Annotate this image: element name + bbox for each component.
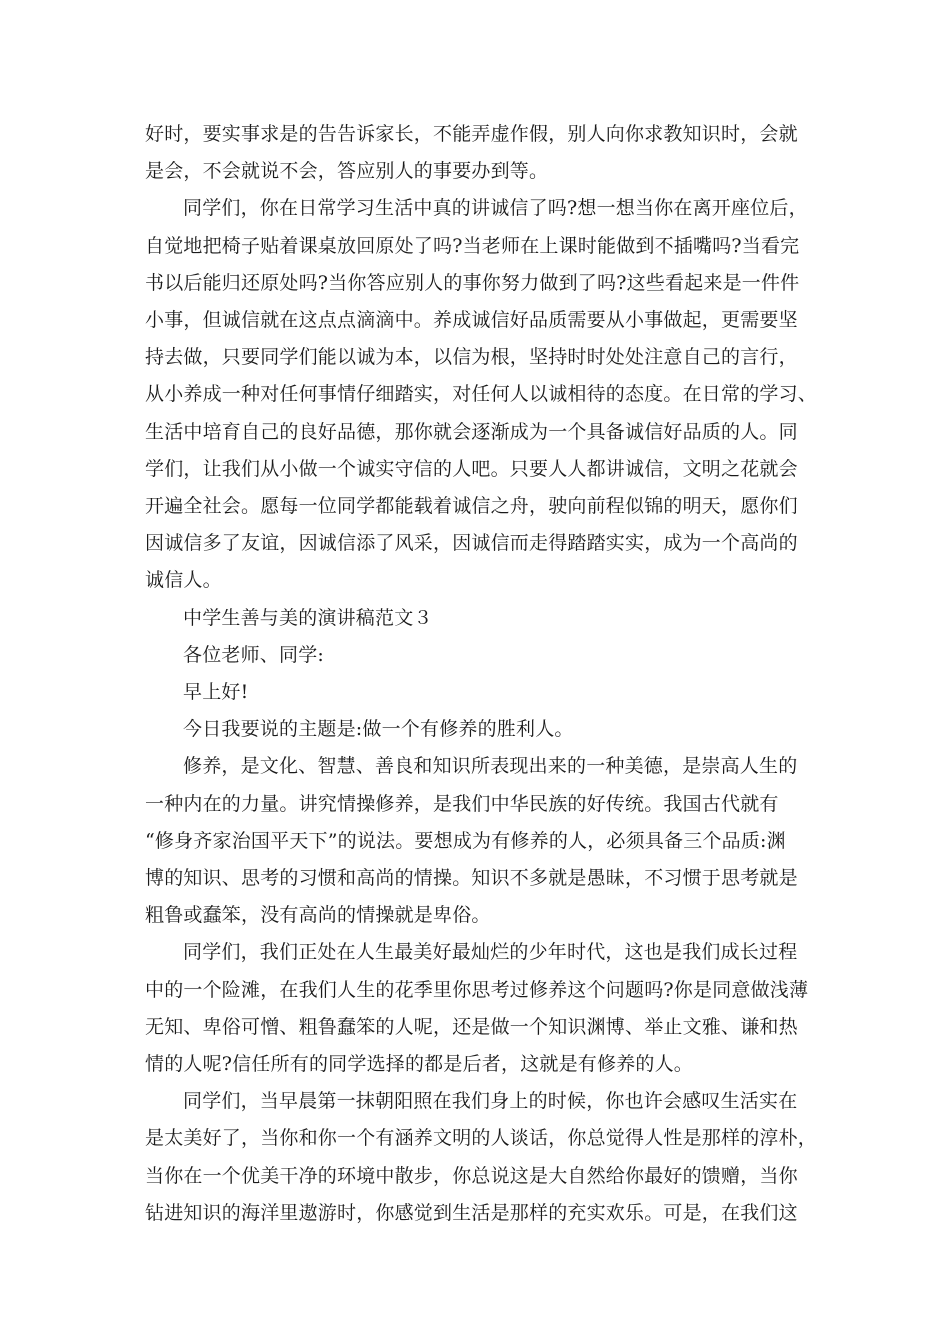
- text-line: 是会，不会就说不会，答应别人的事要办到等。: [145, 160, 549, 183]
- text-line: 同学们，当早晨第一抹朝阳照在我们身上的时候，你也许会感叹生活实在: [183, 1090, 798, 1113]
- section-title: [145, 600, 810, 637]
- text-line: 修养，是文化、智慧、善良和知识所表现出来的一种美德，是崇高人生的: [183, 755, 798, 778]
- text-line: 博的知识、思考的习惯和高尚的情操。知识不多就是愚昧，不习惯于思考就是: [145, 867, 798, 890]
- text-line: 诚信人。: [145, 569, 222, 592]
- text-line: 持去做，只要同学们能以诚为本，以信为根，坚持时时处处注意自己的言行，: [145, 346, 798, 369]
- topic-statement: [145, 711, 810, 748]
- salutation: [145, 637, 810, 674]
- text-line: 小事，但诚信就在这点点滴滴中。养成诚信好品质需要从小事做起，更需要坚: [145, 309, 798, 332]
- greeting: [145, 674, 810, 711]
- paragraph: [145, 116, 810, 190]
- text-line: 是太美好了，当你和你一个有涵养文明的人谈话，你总觉得人性是那样的淳朴，: [145, 1127, 818, 1150]
- paragraph: [145, 934, 810, 1083]
- text-line: 生活中培育自己的良好品德，那你就会逐渐成为一个具备诚信好品质的人。同: [145, 420, 798, 443]
- text-line: 中学生善与美的演讲稿范文３: [183, 606, 433, 629]
- text-line: 情的人呢?信任所有的同学选择的都是后者，这就是有修养的人。: [145, 1053, 693, 1076]
- text-line: 各位老师、同学:: [183, 643, 325, 666]
- text-line: 因诚信多了友谊，因诚信添了风采，因诚信而走得踏踏实实，成为一个高尚的: [145, 532, 798, 555]
- text-line: 好时，要实事求是的告告诉家长，不能弄虚作假，别人向你求教知识时，会就: [145, 123, 798, 145]
- text-line: 今日我要说的主题是:做一个有修养的胜利人。: [183, 718, 574, 741]
- text-line: 同学们，你在日常学习生活中真的讲诚信了吗?想一想当你在离开座位后，: [183, 197, 808, 220]
- text-line: 书以后能归还原处吗?当你答应别人的事你努力做到了吗?这些看起来是一件件: [145, 271, 800, 294]
- text-line: 一种内在的力量。讲究情操修养，是我们中华民族的好传统。我国古代就有: [145, 792, 779, 815]
- paragraph: [145, 748, 810, 934]
- text-line: “修身齐家治国平天下”的说法。要想成为有修养的人，必须具备三个品质:渊: [145, 829, 786, 852]
- text-line: 当你在一个优美干净的环境中散步，你总说这是大自然给你最好的馈赠，当你: [145, 1164, 798, 1187]
- text-line: 开遍全社会。愿每一位同学都能载着诚信之舟，驶向前程似锦的明天，愿你们: [145, 495, 798, 518]
- text-line: 钻进知识的海洋里遨游时，你感觉到生活是那样的充实欢乐。可是，在我们这: [145, 1201, 798, 1224]
- paragraph: [145, 190, 818, 599]
- text-line: 无知、卑俗可憎、粗鲁蠢笨的人呢，还是做一个知识渊博、举止文雅、谦和热: [145, 1015, 798, 1038]
- paragraph: [145, 1083, 818, 1232]
- text-line: 学们，让我们从小做一个诚实守信的人吧。只要人人都讲诚信，文明之花就会: [145, 457, 798, 480]
- text-line: 同学们，我们正处在人生最美好最灿烂的少年时代，这也是我们成长过程: [183, 941, 798, 964]
- document-body: [145, 116, 818, 1232]
- text-line: 早上好!: [183, 681, 249, 704]
- text-line: 从小养成一种对任何事情仔细踏实，对任何人以诚相待的态度。在日常的学习、: [145, 383, 818, 406]
- text-line: 粗鲁或蠢笨，没有高尚的情操就是卑俗。: [145, 904, 491, 927]
- text-line: 自觉地把椅子贴着课桌放回原处了吗?当老师在上课时能做到不插嘴吗?当看完: [145, 234, 800, 257]
- text-line: 中的一个险滩，在我们人生的花季里你思考过修养这个问题吗?你是同意做浅薄: [145, 978, 809, 1001]
